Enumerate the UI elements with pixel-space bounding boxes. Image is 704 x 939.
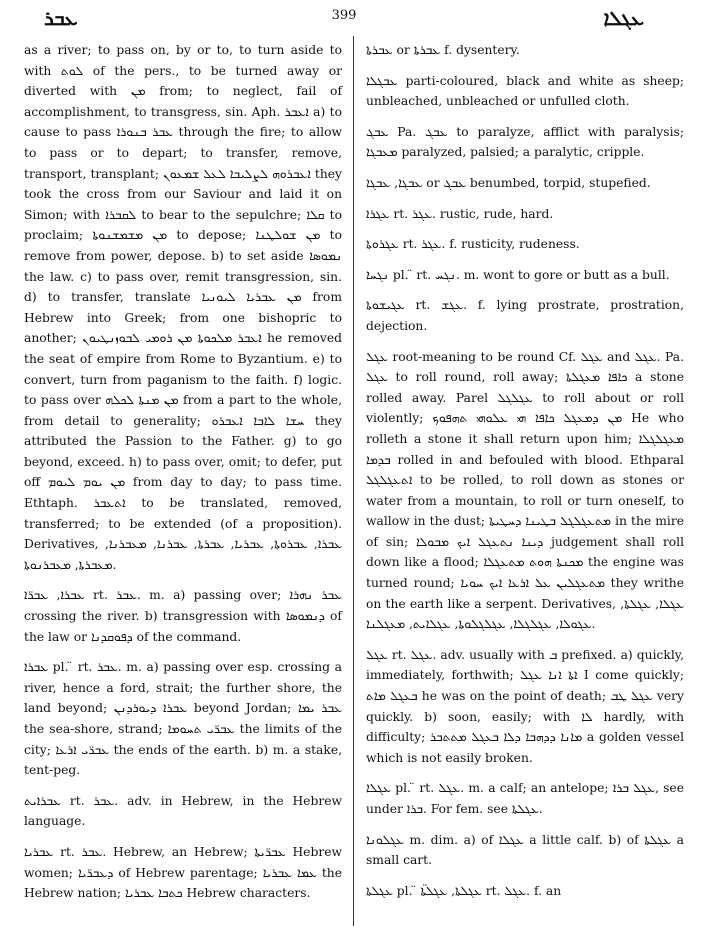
dictionary-entry <box>366 645 684 769</box>
entry-text: ܥܓܠܘܢܐ m. dim. a) of ܥܓܠܐ a little calf. b) of ܥܓܠܬܐ a small cart. <box>366 832 684 868</box>
left-column <box>24 40 342 914</box>
entry-text: as a river; to pass on, by or to, to turn aside to with ܠܘܬ of the pers., to be turned away or diverted with ܡܢ from; to neglect, fail of accomplishment, to transgress, sin. Aph. ܐܥܒܪ a) to cause to pass ܥܒܪ ܒܢܘܪܐ through the fire; to allow to pass or to depart; to transfer, remove, transport, transplant; ܐܥܒܪܘܗ ܠܨܠܝܒܐ ܠܥܠ ܫܡܥܘܢ they took the cross from our Saviour and laid it on Simon; with ܠܩܒܪܐ to bear to the sepulchre; ܩܠܐ to proclaim; ܡܢ ܡܫܡܫܢܘܬܐ to depose; ܡܢ ܫܘܠܛܢܐ to remove from power, depose. b) to set aside ܢܡܘܣܐ the law. c) to pass over, remit transgression, sin. d) to transfer, translate ܡܢ ܥܒܪܝܐ ܠܝܘܢܝܐ from Hebrew into Greek; from one bishopric to another; ܐܥܒܪ ܡܠܟܘܬܐ ܡܢ ܪܘܡܝ ܠܒܘܙܢܛܝܘܢ he removed the seat of empire from Rome to Byzantium. e) to convert, turn from paganism to the faith. f) logic. to pass over ܡܢ ܡܢܬܐ ܠܟܠܗ from a part to the whole, from detail to generality; ܚܫܐ ܠܐܒܐ ܐܥܒܪܘ they attributed the Passion to the Father. g) to go beyond, exceed. h) to pass over, omit; to defer, put off ܡܢ ܝܘܡ ܠܝܘܡ from day to day; to pass time. Ethtaph. ܐܬܥܒܪ to be translated, removed, transferred; to be extended (of a proposition). Derivatives, ܥܒܪܐ, ܥܒܪܘܬܐ, ܥܒܪܝܐ, ܥܒܪܬܐ, ܥܒܪܢܐ, ܡܥܒܪܢܐ, ܡܥܒܪܬܐ, ܡܥܒܪܢܘܬܐ. <box>24 43 342 572</box>
dictionary-entry <box>366 122 684 163</box>
dictionary-entry <box>366 204 684 225</box>
dictionary-entry <box>24 657 342 781</box>
column-divider <box>353 36 354 926</box>
running-head <box>24 6 664 30</box>
dictionary-entry <box>366 173 684 194</box>
dictionary-entry <box>366 881 684 902</box>
entry-text: ܥܓܠܐ pl. ̈ rt. ܥܓܠ. m. a calf; an antelope; ܥܓܠ ܒܪܐ, see under ܒܪܐ. For fem. see ܥܓܠܬܐ. <box>366 781 684 816</box>
dictionary-entry <box>366 234 684 255</box>
dictionary-entry <box>366 40 684 61</box>
entry-text: ܥܒܪܬܐ or ܥܒܪܬܐ f. dysentery. <box>366 43 520 57</box>
entry-text: ܥܒܓܐ, ܥܒܓܐ or ܥܒܓ benumbed, torpid, stupefied. <box>366 175 651 190</box>
dictionary-entry <box>366 71 684 112</box>
entry-text: ܥܓܠ rt. ܥܓܠ. adv. usually with ܒ prefixed. a) quickly, immediately, forthwith; ܐܬܐ ܐܢܐ ܥܓܠ I come quickly; ܒܥܓܠ ܡܐܬ he was on the point of death; ܥܓܠ ܛܒ very quickly. b) soon, easily; with ܠܐ hardly, with difficulty; ܡܐܢܐ ܕܕܗܒܐ ܕܠܐ ܒܥܓܠ ܡܬܬܒܪ a golden vessel which is not easily broken. <box>366 647 685 765</box>
entry-text: ܥܓܪܐ rt. ܥܓܪ. rustic, rude, hard. <box>366 206 554 221</box>
entry-text: ܥܒܪܝܐ rt. ܥܒܪ. Hebrew, an Hebrew; ܥܒܪ̈ܝܬܐ Hebrew women; ܕܥܒܪ̈ܝܐ of Hebrew parentage; ܥܡܐ ܥܒܪܝܐ the Hebrew nation; ܟܬܒܐ ܥܒܪܝܐ Hebrew characters. <box>24 844 342 901</box>
entry-text: ܢܓܚܐ pl. ̈ rt. ܢܓܚ. m. wont to gore or butt as a bull. <box>366 267 670 282</box>
dictionary-entry <box>366 265 684 286</box>
entry-text: ܥܒܪܐܝܬ rt. ܥܒܪ. adv. in Hebrew, in the Hebrew language. <box>24 793 342 829</box>
entry-text: ܥܓܝܫܘܬܐ rt. ܥܓܫ. f. lying prostrate, prostration, dejection. <box>366 298 685 333</box>
entry-text: ܥܓܪܘܬܐ rt. ܥܓܪ. f. rusticity, rudeness. <box>366 237 580 252</box>
entry-text: ܥܒܓܠܐ parti-coloured, black and white as sheep; unbleached, unbleached or unfulled cloth. <box>366 73 684 109</box>
entry-text: ܥܓܠܬܐ pl. ̈ ܥܓܠܬܐ, ܥܓܠܬ̈ܐ rt. ܥܓܠ. f. an <box>366 883 562 898</box>
dictionary-entry <box>24 40 342 575</box>
dictionary-entry <box>24 585 342 647</box>
page-number: 399 <box>331 8 357 23</box>
dictionary-entry <box>366 778 684 819</box>
entry-text: ܥܒܓ Pa. ܥܒܓ to paralyze, afflict with paralysis; ܡܥܒܓܐ paralyzed, palsied; a paralytic, cripple. <box>366 124 685 160</box>
dictionary-entry <box>366 347 684 635</box>
dictionary-entry <box>24 791 342 832</box>
entry-text: ܥܓܠ root-meaning to be round Cf. ܥܓܠ and ܥܓܠ. Pa. ܥܓܠ to roll round, roll away; ܟܐܦܐ ܡܥܓܠܬܐ a stone rolled away. Parel ܥܓܠܓܠ to roll about or roll violently; ܡܢ ܕܡܥܓܠ ܟܐܦܐ ܗܝ ܥܠܘܗܝ ܬܗܦܘܟ He who rolleth a stone it shall return upon him; ܡܥܓܠܓܠܐ ܒܕܡܐ rolled in and befouled with blood. Ethparal ܐܬܥܓܠܓܠ to be rolled, to roll down as stones or water from a mountain, to roll or turn oneself, to wallow in the dust; ܡܬܥܓܠܓܠ ܒܛܝܢܐ ܕܚܛܝܬܐ in the mire of sin; ܕܝܢܐ ܢܬܥܓܠ ܐܝܟ ܡܒܘܠܐ judgement shall roll down like a flood; ܡܟܢܬܐ ܗܘܬ ܡܬܥܓܠܐ the engine was turned round; ܡܬܥܓܠܝܢ ܥܠ ܐܪܥܐ ܐܝܟ ܚܘܝܐ they writhe on the earth like a serpent. Derivatives, ܥܓܠܐ, ܥܓܠܬܐ, ܥܓܘܠܐ, ܥܓܠܓܠܐ, ܥܓܠܓܠܘܬܐ, ܥܓܠܐܝܬ, ܡܥܓܠܢܐ. <box>366 349 685 632</box>
entry-text: ܥܒܪܐ, ܥܒܪ̈ܐ rt. ܥܒܪ. m. a) passing over; ܥܒܪ ܢܗܪܐ crossing the river. b) transgression with ܕܢܡܘܣܐ of the law or ܕܦܘܩܕܢܐ of the command. <box>24 588 343 644</box>
dictionary-entry <box>24 842 342 904</box>
dictionary-entry <box>366 295 684 336</box>
headword-right: ܥܓܠܐ <box>603 6 644 30</box>
entry-text: ܥܒܪܐ pl. ̈ rt. ܥܒܪ. m. a) passing over esp. crossing a river, hence a ford, strait; the further shore, the land beyond; ܥܒܪܐ ܕܝܘܪܕܢܢ beyond Jordan; ܥܒܪ ܝܡܐ the sea-shore, strand; ܥܒܪ̈ܝ ܬܚܘܡܐ the limits of the city; ܥܒܪ̈ܝ ܐܪܥܐ the ends of the earth. b) m. a stake, tent-peg. <box>24 660 343 778</box>
dictionary-entry <box>366 830 684 871</box>
right-column <box>366 40 684 911</box>
headword-left: ܥܒܪ <box>44 6 78 30</box>
